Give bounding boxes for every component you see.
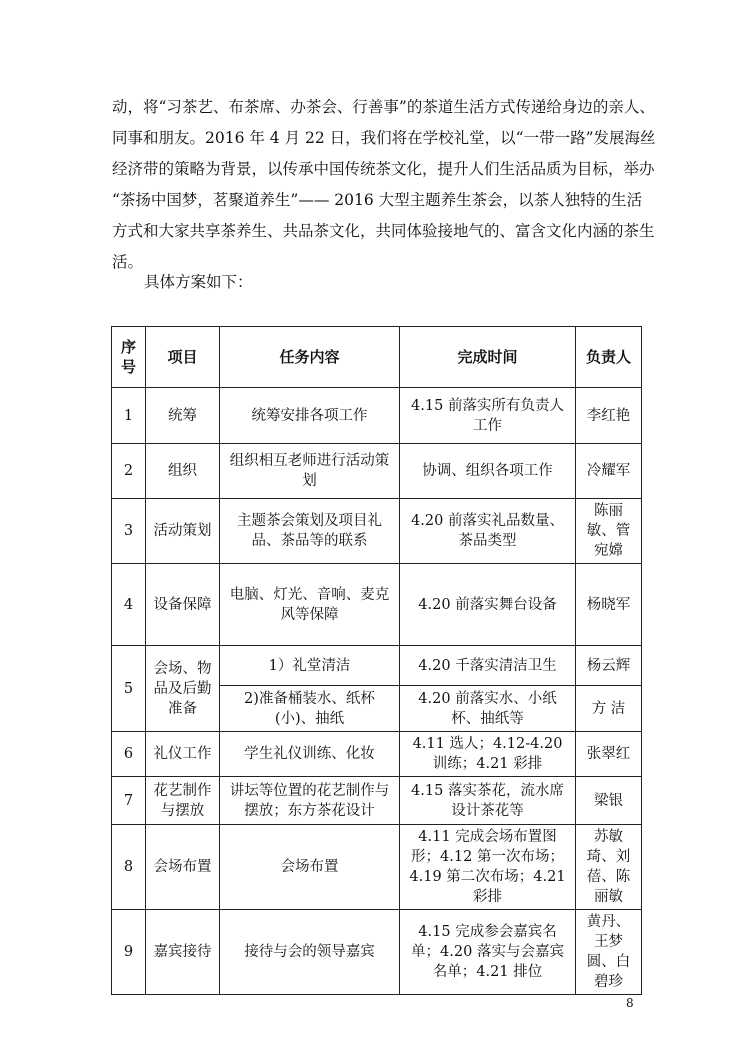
table-row <box>112 777 642 825</box>
cell-project: 花艺制作与摆放 <box>146 777 220 825</box>
cell-time: 协调、组织各项工作 <box>400 444 576 499</box>
header-owner: 负责人 <box>576 327 642 388</box>
cell-no: 3 <box>112 499 146 564</box>
cell-task: 会场布置 <box>220 825 400 910</box>
cell-no: 9 <box>112 910 146 995</box>
table-header-row <box>112 327 642 388</box>
intro-line: 方式和大家共享茶养生、共品茶文化，共同体验接地气的、富含文化内涵的茶生 <box>112 222 655 240</box>
cell-project: 活动策划 <box>146 499 220 564</box>
cell-task: 主题茶会策划及项目礼品、茶品等的联系 <box>220 499 400 564</box>
cell-task: 组织相互老师进行活动策划 <box>220 444 400 499</box>
cell-owner: 杨云辉 <box>576 646 642 686</box>
cell-owner: 方 洁 <box>576 686 642 732</box>
cell-no: 4 <box>112 564 146 646</box>
cell-owner: 冷耀军 <box>576 444 642 499</box>
intro-line: 同事和朋友。2016 年 4 月 22 日，我们将在学校礼堂，以“一带一路”发展海丝 <box>112 129 656 147</box>
cell-owner: 杨晓军 <box>576 564 642 646</box>
cell-task: 讲坛等位置的花艺制作与摆放；东方茶花设计 <box>220 777 400 825</box>
intro-line: 活。 <box>112 253 144 271</box>
cell-time: 4.11 完成会场布置图形；4.12 第一次布场；4.19 第二次布场；4.21 彩排 <box>400 825 576 910</box>
cell-project: 会场布置 <box>146 825 220 910</box>
table-row <box>112 910 642 995</box>
cell-owner: 梁银 <box>576 777 642 825</box>
cell-time: 4.20 前落实礼品数量、茶品类型 <box>400 499 576 564</box>
header-time: 完成时间 <box>400 327 576 388</box>
cell-task: 接待与会的领导嘉宾 <box>220 910 400 995</box>
cell-no: 1 <box>112 388 146 444</box>
cell-time: 4.11 选人；4.12-4.20 训练；4.21 彩排 <box>400 732 576 777</box>
cell-task: 学生礼仪训练、化妆 <box>220 732 400 777</box>
cell-owner: 黄丹、王梦圆、白碧珍 <box>576 910 642 995</box>
page-number: 8 <box>626 996 634 1010</box>
table-row <box>112 825 642 910</box>
cell-project: 组织 <box>146 444 220 499</box>
intro-line: “茶扬中国梦，茗聚道养生”—— 2016 大型主题养生茶会，以茶人独特的生活 <box>112 191 643 209</box>
header-project: 项目 <box>146 327 220 388</box>
cell-no: 6 <box>112 732 146 777</box>
cell-time: 4.15 前落实所有负责人工作 <box>400 388 576 444</box>
cell-no: 2 <box>112 444 146 499</box>
table-row <box>112 646 642 686</box>
cell-project: 会场、物品及后勤准备 <box>146 646 220 732</box>
table-row <box>112 499 642 564</box>
table-row <box>112 444 642 499</box>
plan-table <box>111 326 642 995</box>
cell-project: 设备保障 <box>146 564 220 646</box>
cell-no: 7 <box>112 777 146 825</box>
header-task: 任务内容 <box>220 327 400 388</box>
cell-time: 4.15 完成参会嘉宾名单；4.20 落实与会嘉宾名单；4.21 排位 <box>400 910 576 995</box>
cell-time: 4.20 千落实清洁卫生 <box>400 646 576 686</box>
cell-task: 2)准备桶装水、纸杯(小)、抽纸 <box>220 686 400 732</box>
cell-owner: 李红艳 <box>576 388 642 444</box>
cell-owner: 陈丽敏、管宛嫦 <box>576 499 642 564</box>
intro-line: 动，将“习茶艺、布茶席、办茶会、行善事”的茶道生活方式传递给身边的亲人、 <box>112 98 655 116</box>
cell-task: 1）礼堂清洁 <box>220 646 400 686</box>
intro-paragraph <box>112 92 656 278</box>
cell-project: 礼仪工作 <box>146 732 220 777</box>
cell-task: 统筹安排各项工作 <box>220 388 400 444</box>
cell-time: 4.20 前落实舞台设备 <box>400 564 576 646</box>
cell-owner: 张翠红 <box>576 732 642 777</box>
intro-line: 经济带的策略为背景，以传承中国传统茶文化，提升人们生活品质为目标，举办 <box>112 160 655 178</box>
plan-subheading: 具体方案如下： <box>144 273 253 291</box>
cell-no: 5 <box>112 646 146 732</box>
header-no: 序号 <box>112 327 146 388</box>
cell-owner: 苏敏琦、刘 蓓、陈丽敏 <box>576 825 642 910</box>
table-row <box>112 732 642 777</box>
cell-time: 4.15 落实茶花，流水席设计茶花等 <box>400 777 576 825</box>
table-row <box>112 564 642 646</box>
cell-no: 8 <box>112 825 146 910</box>
cell-project: 统筹 <box>146 388 220 444</box>
cell-project: 嘉宾接待 <box>146 910 220 995</box>
cell-task: 电脑、灯光、音响、麦克风等保障 <box>220 564 400 646</box>
cell-time: 4.20 前落实水、小纸杯、抽纸等 <box>400 686 576 732</box>
table-row <box>112 388 642 444</box>
